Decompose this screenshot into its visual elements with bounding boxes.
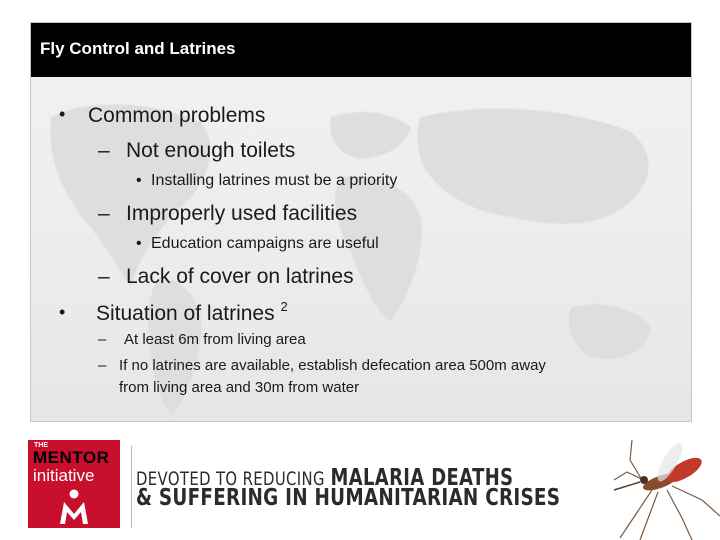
sub-bullet-no-latrines-line2: from living area and 30m from water <box>119 379 360 396</box>
sub-sub-bullet-installing-priority: Installing latrines must be a priority <box>151 172 398 189</box>
situation-label: Situation of latrines <box>96 302 275 325</box>
sub-bullet-no-latrines-line1: If no latrines are available, establish defecation area 500m away <box>119 357 546 374</box>
bullet-marker: • <box>59 104 66 124</box>
sub-bullet-not-enough-toilets: Not enough toilets <box>126 139 296 162</box>
dash-marker: – <box>98 331 107 348</box>
sub-bullet-lack-of-cover: Lack of cover on latrines <box>126 265 354 288</box>
tagline-prefix: DEVOTED TO REDUCING <box>136 468 325 490</box>
tagline-line2: & SUFFERING IN HUMANITARIAN CRISES <box>136 485 561 511</box>
bullet-common-problems: Common problems <box>88 104 266 127</box>
mentor-figure-icon <box>54 486 94 526</box>
tagline-emphasis: MALARIA DEATHS <box>330 465 514 491</box>
citation-superscript: 2 <box>280 299 288 314</box>
title-bar <box>31 23 691 77</box>
footer-divider <box>131 446 132 528</box>
slide-title: Fly Control and Latrines <box>40 39 236 58</box>
dash-marker: – <box>98 139 110 162</box>
sub-sub-bullet-education-campaigns: Education campaigns are useful <box>151 235 379 252</box>
dash-marker: – <box>98 265 110 288</box>
bullet-marker: • <box>136 235 142 252</box>
mosquito-icon <box>612 420 720 540</box>
mentor-initiative-logo <box>28 440 120 528</box>
sub-bullet-improperly-used: Improperly used facilities <box>126 202 358 225</box>
logo-initiative-text: initiative <box>33 466 95 485</box>
dash-marker: – <box>98 357 107 374</box>
logo-mentor-text: MENTOR <box>33 448 110 467</box>
logo-the-text: THE <box>34 442 48 449</box>
dash-marker: – <box>98 202 110 225</box>
sub-bullet-at-least-6m: At least 6m from living area <box>124 331 306 348</box>
bullet-marker: • <box>59 302 66 322</box>
bullet-situation-of-latrines <box>96 299 288 326</box>
bullet-marker: • <box>136 172 142 189</box>
